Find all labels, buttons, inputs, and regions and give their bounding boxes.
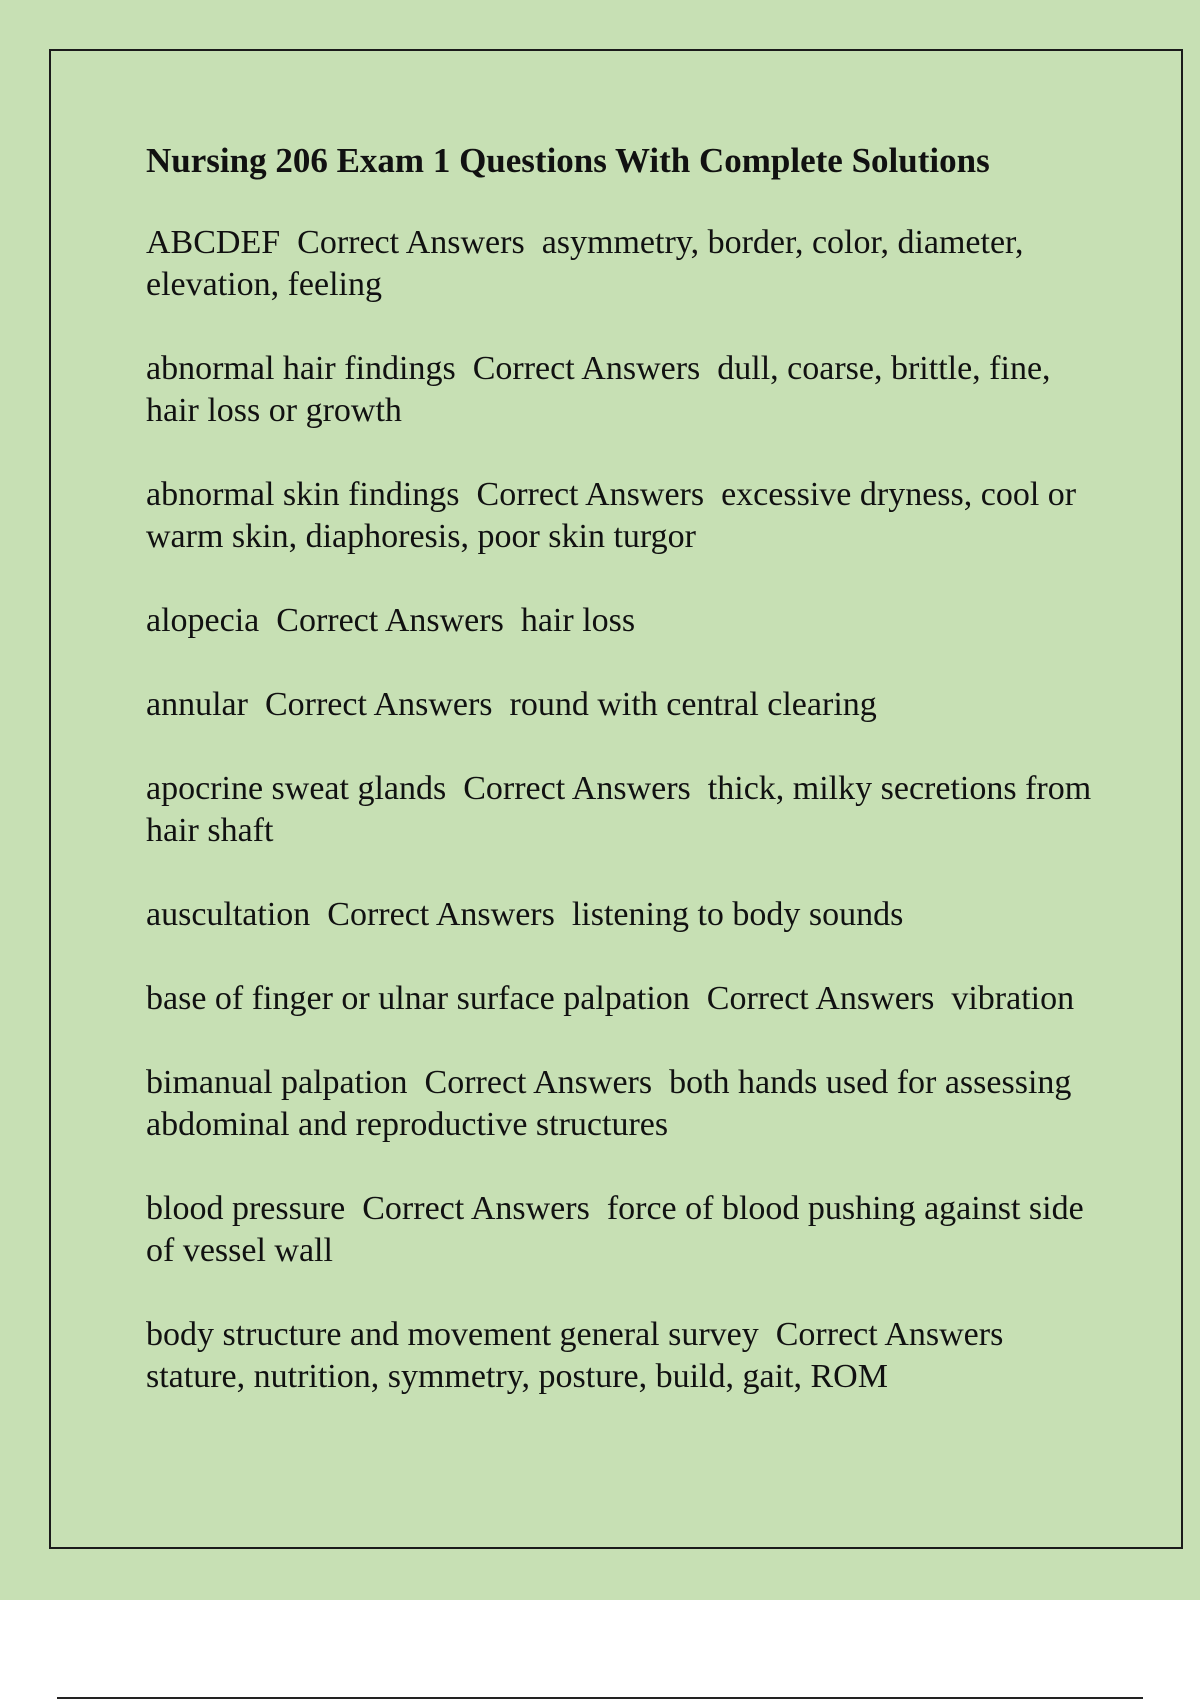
qa-entry	[146, 894, 1096, 936]
entry-answer: thick, milky secretions from hair shaft	[146, 770, 1100, 849]
entry-answer: round with central clearing	[509, 686, 877, 723]
entry-answer: force of blood pushing against side of vessel wall	[146, 1190, 1093, 1269]
entry-term: annular	[146, 686, 248, 723]
entry-answer: excessive dryness, cool or warm skin, diaphoresis, poor skin turgor	[146, 476, 1085, 555]
entry-separator: Correct Answers	[459, 476, 722, 513]
qa-entry	[146, 600, 1096, 642]
qa-entry	[146, 978, 1096, 1020]
entry-separator: Correct Answers	[758, 1316, 1021, 1353]
entry-term: blood pressure	[146, 1190, 346, 1227]
footer-divider	[57, 1697, 1143, 1699]
entry-term: body structure and movement general survey	[146, 1316, 759, 1353]
entry-answer: both hands used for assessing abdominal and reproductive structures	[146, 1064, 1080, 1143]
document-title: Nursing 206 Exam 1 Questions With Complete Solutions	[146, 141, 990, 180]
entry-separator: Correct Answers	[407, 1064, 670, 1101]
entry-separator: Correct Answers	[247, 686, 510, 723]
entry-separator: Correct Answers	[446, 770, 708, 807]
entry-term: base of finger or ulnar surface palpation	[146, 980, 690, 1017]
entry-answer: dull, coarse, brittle, fine, hair loss or growth	[146, 350, 1060, 429]
entry-term: bimanual palpation	[146, 1064, 408, 1101]
entry-answer: stature, nutrition, symmetry, posture, build, gait, ROM	[146, 1358, 888, 1395]
entry-separator: Correct Answers	[280, 224, 542, 261]
qa-entry	[146, 768, 1100, 852]
qa-entry	[146, 1062, 1096, 1146]
qa-entry	[146, 1314, 1096, 1398]
entry-answer: asymmetry, border, color, diameter, elevation, feeling	[146, 224, 1033, 303]
entry-separator: Correct Answers	[455, 350, 718, 387]
entry-answer: listening to body sounds	[571, 896, 904, 933]
entry-term: abnormal hair findings	[146, 350, 456, 387]
entry-answer: hair loss	[520, 602, 636, 639]
qa-entry	[146, 1188, 1096, 1272]
entry-separator: Correct Answers	[259, 602, 521, 639]
qa-entry	[146, 474, 1096, 558]
entry-separator: Correct Answers	[310, 896, 572, 933]
qa-entry	[146, 348, 1096, 432]
document-content	[146, 140, 1100, 1440]
entry-term: apocrine sweat glands	[146, 770, 447, 807]
entry-term: alopecia	[146, 602, 260, 639]
entry-term: abnormal skin findings	[146, 476, 460, 513]
qa-entry	[146, 684, 1096, 726]
entry-answer: vibration	[951, 980, 1075, 1017]
entry-term: auscultation	[146, 896, 311, 933]
qa-entry	[146, 222, 1096, 306]
entry-term: ABCDEF	[146, 224, 281, 261]
entry-separator: Correct Answers	[345, 1190, 607, 1227]
entry-separator: Correct Answers	[689, 980, 952, 1017]
